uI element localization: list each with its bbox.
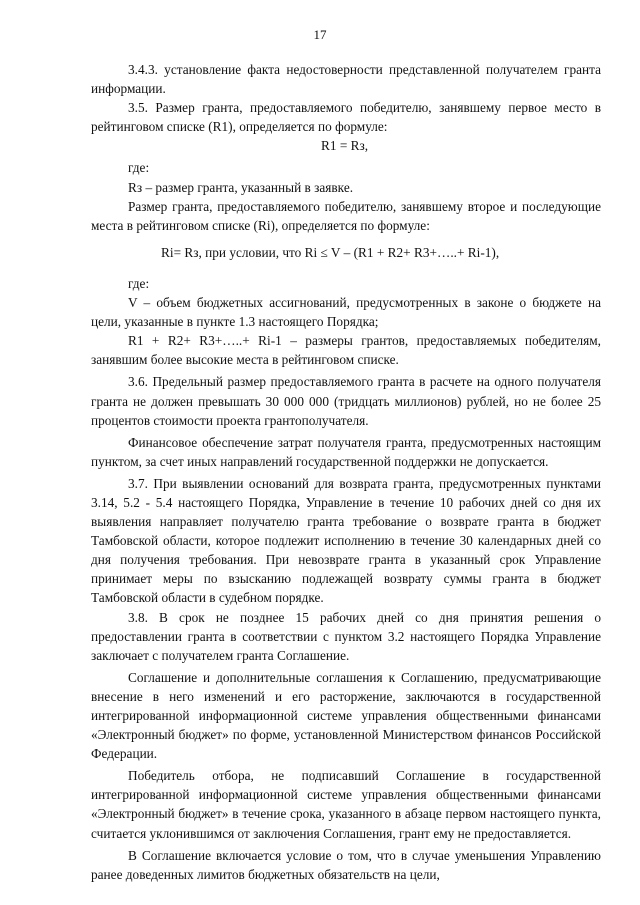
paragraph-agreements: Соглашение и дополнительные соглашения к Соглашению, предусматривающие внесение в него изменений и его расторжение, заключаются в государственной интегрированной информационной системе управления общественными финансами «Электронный бюджет» по форме, установленной Министерством финансов Российской Федерации. xyxy=(91,669,601,762)
paragraph-3-4-3: 3.4.3. установление факта недостоверности представленной получателем гранта информации. xyxy=(91,62,601,97)
r-sum-definition: R1 + R2+ R3+…..+ Ri-1 – размеры грантов, предоставляемых победителям, занявшим более высокие места в рейтинговом списке. xyxy=(91,333,601,368)
paragraph-3-7: 3.7. При выявлении оснований для возврата гранта, предусмотренных пунктами 3.14, 5.2 - 5.4 настоящего Порядка, Управление в течение 10 рабочих дней со дня их выявления направляет получателю гранта требование о возврате гранта в бюджет Тамбовской области, которое подлежит исполнению в течение 30 календарных дней со дня получения требования. При невозврате гранта в указанный срок Управление принимает меры по взысканию подлежащей возврату суммы гранта в бюджет Тамбовской области в судебном порядке. xyxy=(91,475,601,606)
paragraph-3-6: 3.6. Предельный размер предоставляемого гранта в расчете на одного получателя гранта не должен превышать 30 000 000 (тридцать миллионов) рублей, но не более 25 процентов стоимости проекта грантополучателя. xyxy=(91,374,601,428)
paragraph-include: В Соглашение включается условие о том, что в случае уменьшения Управлению ранее доведенных лимитов бюджетных обязательств на цели, xyxy=(91,847,601,882)
document-body xyxy=(91,60,601,884)
paragraph-winner: Победитель отбора, не подписавший Соглашение в государственной интегрированной информационной системе управления общественными финансами «Электронный бюджет» в течение срока, указанного в абзаце первом настоящего пункта, считается уклонившимся от заключения Соглашения, грант ему не предоставляется. xyxy=(91,768,601,841)
where-label-2: где: xyxy=(128,275,150,291)
paragraph-3-8: 3.8. В срок не позднее 15 рабочих дней со дня принятия решения о предоставлении гранта в соответствии с пунктом 3.2 настоящего Порядка Управление заключает с получателем гранта Соглашение. xyxy=(91,609,601,663)
formula-ri: Ri= Rз, при условии, что Ri ≤ V – (R1 + R2+ R3+…..+ Ri-1), xyxy=(161,244,500,260)
paragraph-grant-size-ri: Размер гранта, предоставляемого победителю, занявшему второе и последующие места в рейтинговом списке (Ri), определяется по формуле: xyxy=(91,198,601,233)
paragraph-3-5: 3.5. Размер гранта, предоставляемого победителю, занявшему первое место в рейтинговом списке (R1), определяется по формуле: xyxy=(91,100,601,135)
v-definition: V – объем бюджетных ассигнований, предусмотренных в законе о бюджете на цели, указанные в пункте 1.3 настоящего Порядка; xyxy=(91,295,601,330)
paragraph-financing: Финансовое обеспечение затрат получателя гранта, предусмотренных настоящим пунктом, за счет иных направлений государственной поддержки не допускается. xyxy=(91,434,601,469)
page-number: 17 xyxy=(313,27,327,42)
formula-r1: R1 = Rз, xyxy=(321,138,369,154)
where-label-1: где: xyxy=(128,160,150,176)
rz-definition: Rз – размер гранта, указанный в заявке. xyxy=(128,179,354,195)
